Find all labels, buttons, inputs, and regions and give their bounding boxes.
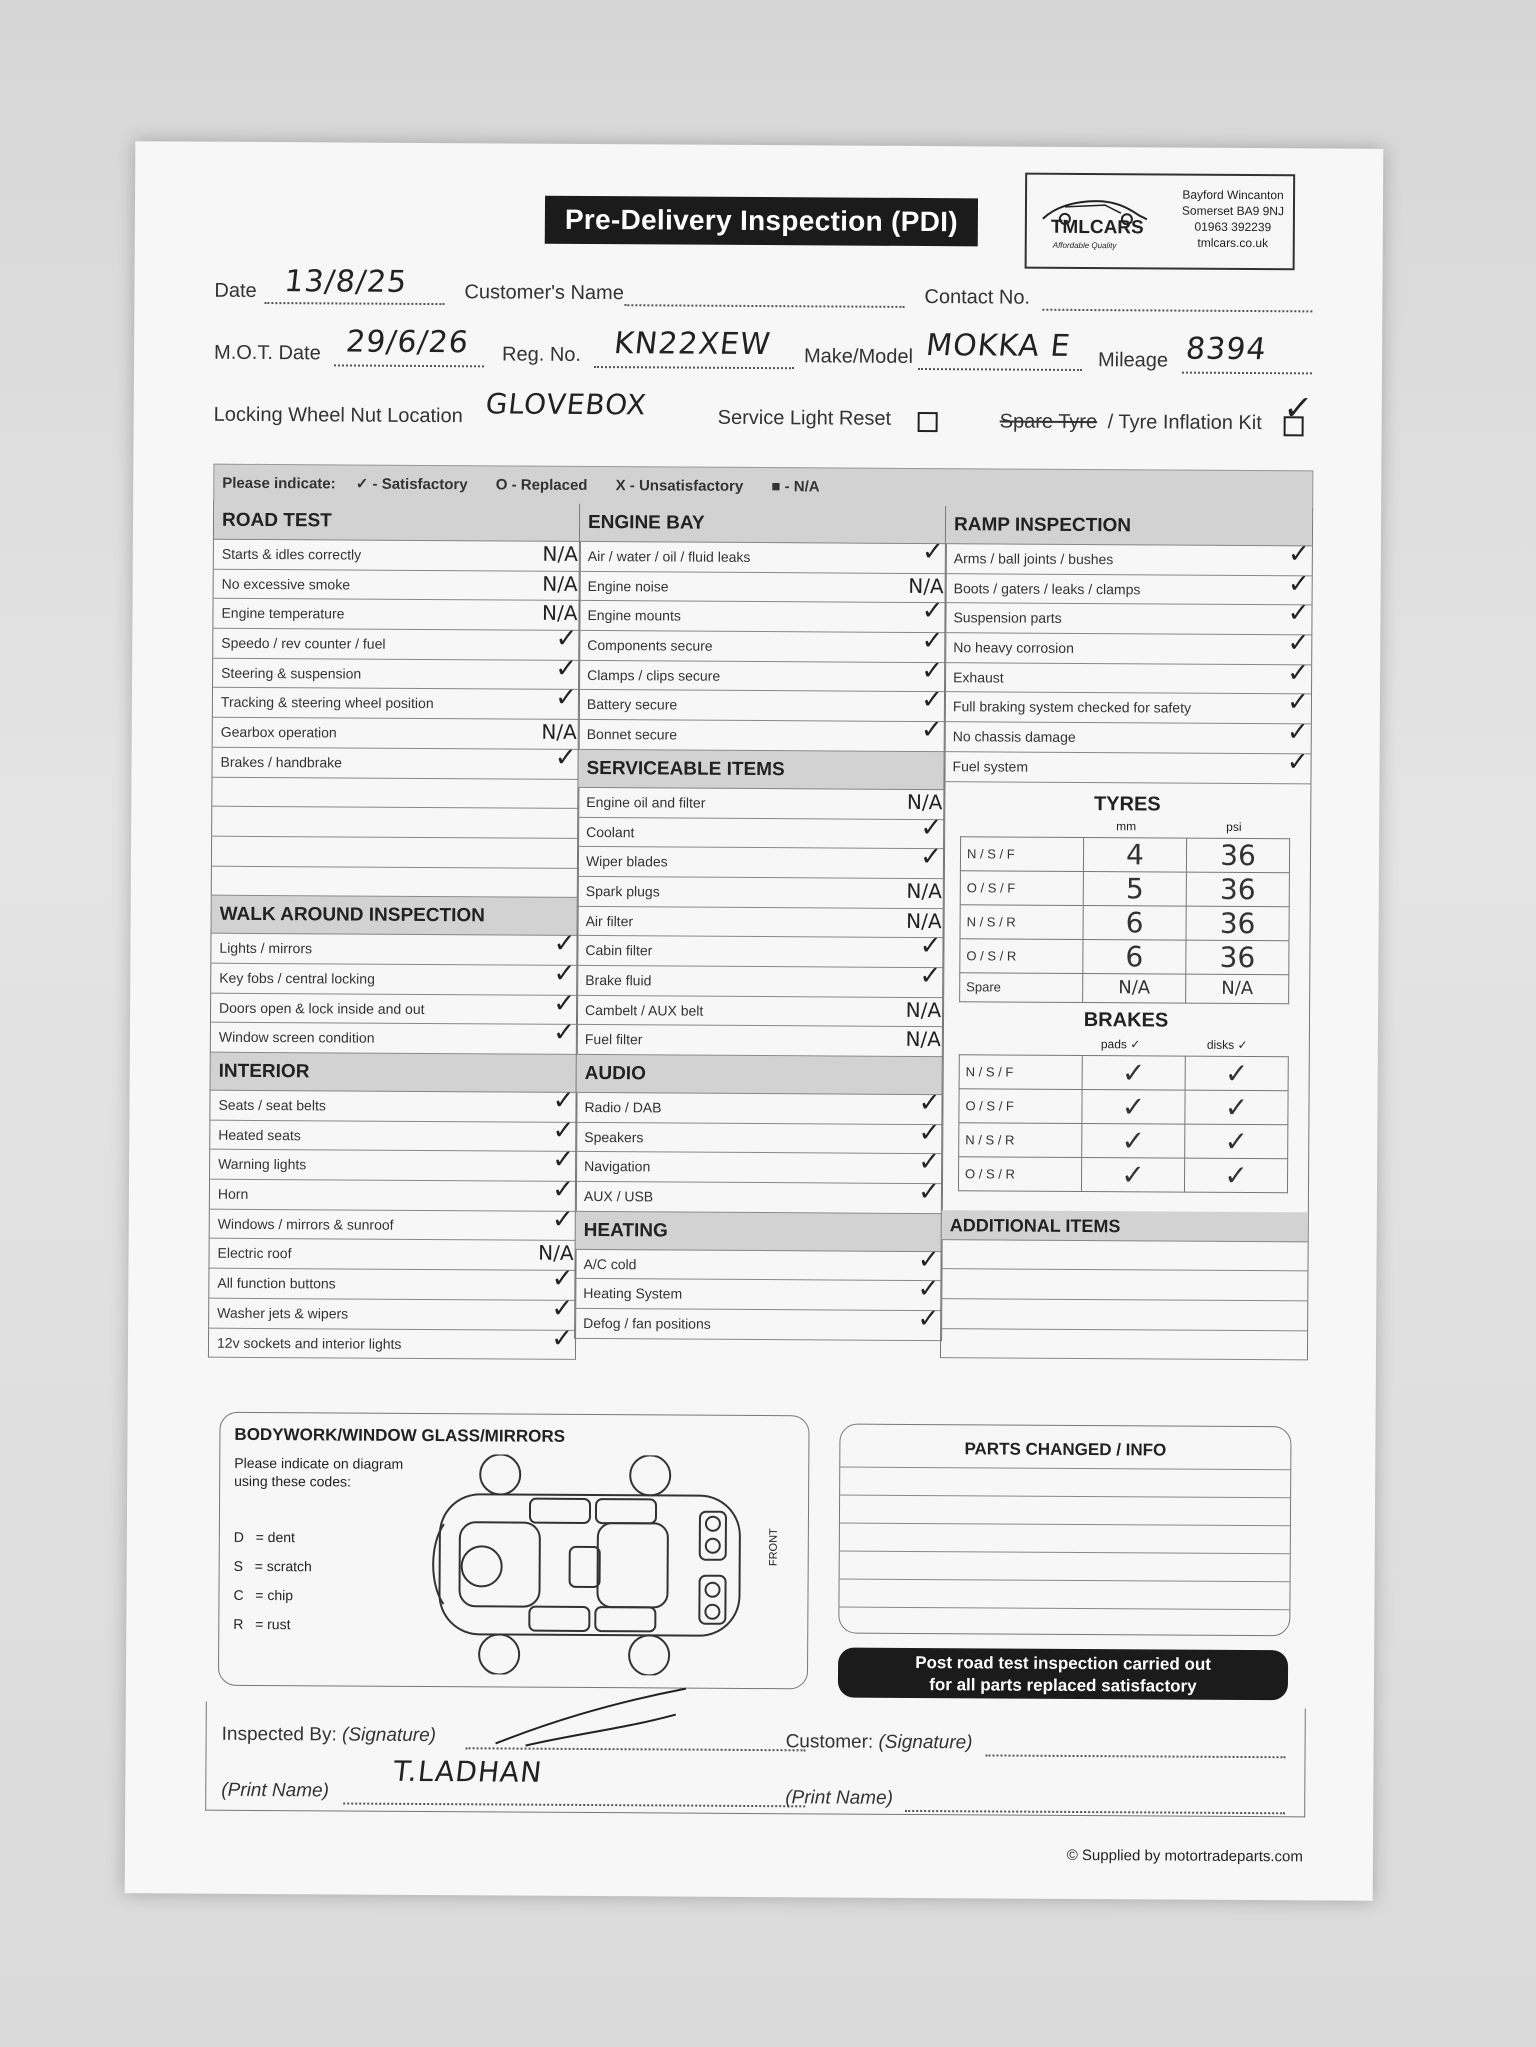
heating-item-label: A/C cold xyxy=(583,1255,637,1273)
ramp-row[interactable] xyxy=(946,539,1312,576)
audio-item-mark: ✓ xyxy=(918,1117,941,1148)
serviceable-item-mark: ✓ xyxy=(919,931,942,962)
walk-around-item-label: Window screen condition xyxy=(218,1029,375,1046)
ramp-row[interactable] xyxy=(945,628,1311,665)
ramp-item-mark: ✓ xyxy=(1287,598,1310,629)
heating-item-mark: ✓ xyxy=(917,1274,940,1305)
serviceable-row[interactable] xyxy=(577,1025,943,1057)
road-test-item-label: Starts & idles correctly xyxy=(221,545,362,563)
road-test-item-mark: N/A xyxy=(542,571,578,596)
heating-item-label: Heating System xyxy=(583,1285,683,1303)
ramp-item-label: Suspension parts xyxy=(953,609,1062,627)
date-value: 13/8/25 xyxy=(282,264,410,300)
customer-name-label: Customer's Name xyxy=(464,281,624,305)
engine-bay-heading: ENGINE BAY xyxy=(580,504,946,544)
audio-row[interactable] xyxy=(576,1088,942,1125)
ramp-row[interactable] xyxy=(944,747,1310,784)
engine-bay-row[interactable] xyxy=(579,626,945,663)
brakes-heading: BRAKES xyxy=(1083,1008,1169,1032)
engine-bay-item-label: Engine noise xyxy=(587,577,669,595)
bodywork-heading: BODYWORK/WINDOW GLASS/MIRRORS xyxy=(234,1424,566,1446)
serviceable-row[interactable] xyxy=(577,931,943,968)
make-model-label: Make/Model xyxy=(803,345,914,368)
road-test-item-label: Speedo / rev counter / fuel xyxy=(221,634,386,652)
ramp-item-mark: ✓ xyxy=(1287,687,1310,718)
engine-bay-row[interactable] xyxy=(579,655,945,693)
brake-row xyxy=(958,1156,1287,1192)
brake-position: N / S / R xyxy=(959,1122,1082,1157)
interior-heading: INTERIOR xyxy=(211,1053,577,1093)
mot-date-value: 29/6/26 xyxy=(344,324,471,361)
tyre-position: N / S / F xyxy=(960,836,1083,871)
tyres-mm-header: mm xyxy=(1116,818,1137,833)
ramp-inspection-heading: RAMP INSPECTION xyxy=(946,506,1312,546)
code-meaning: = scratch xyxy=(254,1557,312,1575)
date-label: Date xyxy=(214,279,257,302)
brake-position: N / S / F xyxy=(959,1054,1082,1089)
road-test-row[interactable] xyxy=(214,569,580,601)
serviceable-row[interactable] xyxy=(578,906,944,938)
serviceable-item-mark: N/A xyxy=(906,878,942,904)
road-test-item-mark: N/A xyxy=(542,541,578,566)
code-letter: C xyxy=(233,1586,244,1603)
serviceable-item-label: Engine oil and filter xyxy=(586,793,706,811)
engine-bay-item-mark: N/A xyxy=(908,573,944,598)
spare-tyre-label: Spare Tyre xyxy=(999,410,1098,434)
inspected-by-label: Inspected By: (Signature) xyxy=(221,1723,437,1747)
tyre-position: O / S / R xyxy=(960,938,1083,973)
inspector-print-name-label: (Print Name) xyxy=(221,1779,330,1802)
heating-row[interactable] xyxy=(575,1244,941,1282)
serviceable-item-mark: N/A xyxy=(906,789,943,814)
walk-around-item-mark: ✓ xyxy=(553,988,576,1019)
interior-row[interactable] xyxy=(209,1239,575,1271)
serviceable-item-label: Spark plugs xyxy=(585,882,660,900)
brake-disks-mark[interactable]: ✓ xyxy=(1185,1124,1288,1159)
ramp-item-mark: ✓ xyxy=(1286,717,1309,748)
ramp-item-mark: ✓ xyxy=(1286,747,1309,778)
ramp-row[interactable] xyxy=(945,658,1311,695)
customer-print-name-label: (Print Name) xyxy=(785,1787,894,1809)
road-test-heading: ROAD TEST xyxy=(214,502,580,542)
interior-item-mark: ✓ xyxy=(552,1085,575,1116)
walk-around-row[interactable] xyxy=(211,929,577,966)
heating-row[interactable] xyxy=(575,1274,941,1311)
interior-item-mark: ✓ xyxy=(552,1174,575,1205)
audio-item-label: Radio / DAB xyxy=(584,1098,662,1116)
serviceable-items-heading: SERVICEABLE ITEMS xyxy=(578,750,944,790)
tyre-position: Spare xyxy=(960,972,1083,1002)
dealer-brand-name: TMLCARS xyxy=(1050,216,1144,239)
tyre-row xyxy=(960,972,1289,1003)
serviceable-item-label: Brake fluid xyxy=(585,971,652,989)
interior-row[interactable] xyxy=(210,1085,576,1123)
heating-row[interactable] xyxy=(575,1304,941,1341)
engine-bay-item-mark: ✓ xyxy=(921,537,944,568)
interior-item-label: Warning lights xyxy=(218,1156,307,1173)
interior-item-mark: ✓ xyxy=(552,1145,575,1176)
serviceable-row[interactable] xyxy=(578,877,944,909)
audio-row[interactable] xyxy=(576,1177,942,1214)
serviceable-item-mark: N/A xyxy=(905,1027,941,1052)
code-meaning: = chip xyxy=(255,1586,294,1604)
engine-bay-row[interactable] xyxy=(579,715,945,752)
interior-item-mark: N/A xyxy=(538,1241,574,1266)
serviceable-item-label: Air filter xyxy=(585,912,634,929)
interior-item-label: Electric roof xyxy=(217,1245,292,1262)
walk-around-item-mark: ✓ xyxy=(553,929,576,960)
column-right xyxy=(940,506,1313,1360)
mileage-value: 8394 xyxy=(1184,331,1269,368)
audio-item-mark: ✓ xyxy=(918,1147,941,1178)
interior-item-label: All function buttons xyxy=(217,1274,336,1292)
reg-no-value: KN22XEW xyxy=(612,326,773,363)
front-label: FRONT xyxy=(767,1528,780,1567)
interior-row[interactable] xyxy=(209,1263,575,1301)
walk-around-item-label: Doors open & lock inside and out xyxy=(219,999,425,1017)
walk-around-item-mark: ✓ xyxy=(553,1018,576,1049)
walk-around-heading: WALK AROUND INSPECTION xyxy=(212,896,578,936)
bodywork-panel xyxy=(218,1412,810,1690)
dealer-website: tmlcars.co.uk xyxy=(1197,235,1269,251)
engine-bay-item-label: Components secure xyxy=(587,637,713,654)
serviceable-item-mark: ✓ xyxy=(919,960,942,992)
post-road-test-badge xyxy=(838,1648,1288,1701)
blank-row xyxy=(212,866,578,898)
ramp-item-label: Arms / ball joints / bushes xyxy=(953,550,1114,568)
parts-changed-heading: PARTS CHANGED / INFO xyxy=(964,1439,1167,1460)
ramp-item-mark: ✓ xyxy=(1287,658,1310,689)
legend-unsatisfactory: X - Unsatisfactory xyxy=(615,477,744,495)
parts-line[interactable] xyxy=(840,1523,1290,1527)
road-test-item-mark: ✓ xyxy=(555,683,578,714)
heating-item-mark: ✓ xyxy=(917,1244,940,1275)
engine-bay-row[interactable] xyxy=(580,537,946,574)
service-light-reset-checkbox[interactable] xyxy=(918,412,938,432)
brakes-disks-header: disks ✓ xyxy=(1206,1037,1248,1052)
code-meaning: = dent xyxy=(255,1528,296,1546)
engine-bay-item-mark: ✓ xyxy=(921,655,944,686)
road-test-row[interactable] xyxy=(213,718,579,750)
engine-bay-row[interactable] xyxy=(579,685,945,722)
customer-name-field[interactable] xyxy=(624,284,904,308)
mileage-label: Mileage xyxy=(1097,349,1169,372)
tyre-row xyxy=(960,904,1289,940)
walk-around-item-mark: ✓ xyxy=(553,958,576,989)
ramp-item-label: Boots / gaters / leaks / clamps xyxy=(953,579,1141,598)
serviceable-item-label: Cambelt / AUX belt xyxy=(585,1001,704,1019)
ramp-item-mark: ✓ xyxy=(1287,539,1310,570)
additional-item-row[interactable] xyxy=(941,1240,1307,1272)
audio-heading: AUDIO xyxy=(577,1055,943,1095)
tyres-heading: TYRES xyxy=(1093,792,1161,815)
interior-item-mark: ✓ xyxy=(552,1115,575,1146)
column-middle xyxy=(574,504,947,1341)
road-test-item-label: Engine temperature xyxy=(221,605,345,622)
additional-items-heading: ADDITIONAL ITEMS xyxy=(942,1210,1308,1242)
ramp-row[interactable] xyxy=(946,568,1312,606)
brake-disks-mark[interactable]: ✓ xyxy=(1184,1158,1287,1193)
parts-line[interactable] xyxy=(840,1495,1290,1499)
walk-around-item-label: Lights / mirrors xyxy=(219,939,313,957)
ramp-row[interactable] xyxy=(945,717,1311,754)
interior-item-label: 12v sockets and interior lights xyxy=(216,1334,402,1352)
serviceable-row[interactable] xyxy=(578,842,944,879)
customer-signature-field[interactable] xyxy=(986,1734,1286,1758)
ramp-item-mark: ✓ xyxy=(1287,568,1310,600)
dealer-logo-box xyxy=(1025,173,1296,271)
additional-item-row[interactable] xyxy=(941,1299,1307,1331)
brakes-pads-header: pads ✓ xyxy=(1100,1036,1141,1051)
tyres-table xyxy=(959,836,1290,1004)
road-test-row[interactable] xyxy=(213,653,579,690)
serviceable-row[interactable] xyxy=(577,996,943,1028)
contact-no-label: Contact No. xyxy=(924,286,1031,309)
legend-replaced: O - Replaced xyxy=(495,476,588,494)
parts-line[interactable] xyxy=(839,1607,1289,1611)
tyre-row xyxy=(960,836,1289,872)
dealer-tagline: Affordable Quality xyxy=(1052,240,1117,251)
interior-item-label: Washer jets & wipers xyxy=(217,1304,349,1322)
road-test-item-label: Steering & suspension xyxy=(221,664,362,682)
walk-around-row[interactable] xyxy=(211,988,577,1025)
damage-codes xyxy=(233,1523,312,1639)
road-test-row[interactable] xyxy=(213,683,579,720)
legend-na: ■ - N/A xyxy=(771,478,820,496)
tyre-tread-mm[interactable]: 6 xyxy=(1083,939,1186,974)
walk-around-row[interactable] xyxy=(211,958,577,996)
post-road-test-line: for all parts replaced satisfactory xyxy=(929,1675,1197,1696)
ramp-item-label: Fuel system xyxy=(952,758,1029,775)
road-test-item-label: Gearbox operation xyxy=(220,723,337,741)
tyre-inflation-kit-label: / Tyre Inflation Kit xyxy=(1107,411,1262,435)
inspector-signature-mark xyxy=(486,1683,706,1754)
road-test-item-mark: ✓ xyxy=(555,653,578,684)
parts-changed-panel xyxy=(838,1424,1291,1637)
make-model-value: MOKKA E xyxy=(924,328,1073,364)
tyre-pressure-psi[interactable]: 36 xyxy=(1186,838,1289,873)
service-light-reset-label: Service Light Reset xyxy=(717,406,892,430)
serviceable-row[interactable] xyxy=(578,788,944,820)
parts-line[interactable] xyxy=(840,1579,1290,1583)
road-test-row[interactable] xyxy=(213,623,579,661)
serviceable-item-label: Fuel filter xyxy=(584,1031,643,1048)
dealer-address-line: Somerset BA9 9NJ xyxy=(1181,203,1285,219)
brake-pads-mark[interactable]: ✓ xyxy=(1082,1055,1185,1090)
audio-item-mark: ✓ xyxy=(918,1088,941,1119)
tyre-tread-mm[interactable]: N/A xyxy=(1083,973,1186,1003)
walk-around-item-label: Key fobs / central locking xyxy=(219,969,375,987)
interior-row[interactable] xyxy=(210,1115,576,1152)
interior-item-mark: ✓ xyxy=(551,1323,574,1354)
serviceable-item-mark: ✓ xyxy=(920,812,943,843)
road-test-item-label: Tracking & steering wheel position xyxy=(220,694,434,712)
tyre-position: N / S / R xyxy=(960,904,1083,939)
road-test-item-mark: N/A xyxy=(541,719,577,745)
audio-item-label: Navigation xyxy=(584,1158,651,1175)
ramp-item-label: No heavy corrosion xyxy=(953,639,1074,657)
post-road-test-line: Post road test inspection carried out xyxy=(915,1652,1211,1674)
ramp-item-label: Exhaust xyxy=(953,668,1004,686)
audio-item-label: Speakers xyxy=(584,1128,644,1146)
engine-bay-item-label: Air / water / oil / fluid leaks xyxy=(587,547,751,565)
brake-position: O / S / F xyxy=(959,1088,1082,1123)
tyre-inflation-kit-tick: ✓ xyxy=(1281,388,1316,429)
interior-item-mark: ✓ xyxy=(551,1263,574,1295)
road-test-item-mark: ✓ xyxy=(554,742,577,773)
customer-signature-label: Customer: (Signature) xyxy=(785,1731,973,1754)
road-test-row[interactable] xyxy=(214,540,580,572)
brake-disks-mark[interactable]: ✓ xyxy=(1185,1056,1288,1091)
audio-row[interactable] xyxy=(576,1117,942,1155)
walk-around-row[interactable] xyxy=(211,1018,577,1055)
additional-item-row[interactable] xyxy=(941,1329,1307,1361)
audio-row[interactable] xyxy=(576,1147,942,1184)
ramp-item-label: No chassis damage xyxy=(952,728,1076,746)
inspector-print-name-value: T.LADHAN xyxy=(391,1754,545,1789)
code-letter: D xyxy=(233,1528,245,1545)
tyre-position: O / S / F xyxy=(960,870,1083,905)
blank-row xyxy=(212,807,578,839)
brake-position: O / S / R xyxy=(958,1156,1081,1191)
ramp-row[interactable] xyxy=(945,687,1311,725)
engine-bay-row[interactable] xyxy=(579,596,945,633)
dealer-address-line: Bayford Wincanton xyxy=(1182,187,1284,203)
interior-item-label: Heated seats xyxy=(218,1126,301,1143)
interior-row[interactable] xyxy=(209,1293,575,1330)
road-test-item-label: Brakes / handbrake xyxy=(220,753,343,771)
interior-item-label: Windows / mirrors & sunroof xyxy=(217,1215,394,1233)
parts-line[interactable] xyxy=(840,1467,1290,1471)
road-test-row[interactable] xyxy=(212,742,578,780)
ramp-row[interactable] xyxy=(945,598,1311,636)
tyre-pressure-psi[interactable]: N/A xyxy=(1186,974,1289,1004)
heating-heading: HEATING xyxy=(576,1212,942,1252)
engine-bay-item-mark: ✓ xyxy=(921,596,944,627)
audio-item-label: AUX / USB xyxy=(583,1188,654,1205)
serviceable-item-mark: N/A xyxy=(905,997,942,1022)
interior-row[interactable] xyxy=(210,1145,576,1182)
reg-no-label: Reg. No. xyxy=(501,343,582,366)
brake-disks-mark[interactable]: ✓ xyxy=(1185,1090,1288,1125)
road-test-item-label: No excessive smoke xyxy=(221,575,351,593)
customer-print-name-field[interactable] xyxy=(905,1790,1285,1814)
tyre-row xyxy=(960,938,1289,974)
audio-item-mark: ✓ xyxy=(918,1177,941,1208)
serviceable-item-label: Cabin filter xyxy=(585,942,653,959)
car-diagram-icon[interactable] xyxy=(419,1454,780,1676)
serviceable-item-mark: ✓ xyxy=(920,842,943,873)
serviceable-row[interactable] xyxy=(578,812,944,849)
engine-bay-item-mark: ✓ xyxy=(921,626,944,657)
serviceable-item-label: Wiper blades xyxy=(585,853,668,870)
engine-bay-item-label: Battery secure xyxy=(586,696,678,713)
code-letter: S xyxy=(233,1557,244,1574)
brake-pads-mark[interactable]: ✓ xyxy=(1082,1089,1185,1124)
brakes-table xyxy=(958,1054,1289,1193)
interior-item-mark: ✓ xyxy=(551,1293,574,1324)
form-title: Pre-Delivery Inspection (PDI) xyxy=(545,196,978,247)
legend-satisfactory: ✓ - Satisfactory xyxy=(355,475,468,494)
tyre-row xyxy=(960,870,1289,906)
interior-item-mark: ✓ xyxy=(551,1204,574,1235)
blank-row xyxy=(212,837,578,869)
brake-row xyxy=(959,1122,1288,1158)
road-test-item-mark: ✓ xyxy=(555,623,578,654)
tyre-tread-mm[interactable]: 6 xyxy=(1083,905,1186,940)
code-meaning: = rust xyxy=(255,1615,291,1633)
tyres-brakes-area xyxy=(942,782,1311,1212)
brake-row xyxy=(959,1088,1288,1124)
engine-bay-item-label: Bonnet secure xyxy=(586,726,678,743)
bodywork-instruction: using these codes: xyxy=(234,1472,351,1490)
tyres-psi-header: psi xyxy=(1226,819,1242,834)
tyre-pressure-psi[interactable]: 36 xyxy=(1186,940,1289,975)
mot-date-label: M.O.T. Date xyxy=(214,341,321,365)
brake-pads-mark[interactable]: ✓ xyxy=(1082,1123,1185,1158)
interior-item-label: Seats / seat belts xyxy=(218,1096,326,1114)
brake-row xyxy=(959,1054,1288,1090)
additional-item-row[interactable] xyxy=(941,1269,1307,1301)
contact-no-field[interactable] xyxy=(1042,289,1312,313)
serviceable-item-mark: N/A xyxy=(906,908,942,933)
bodywork-instruction: Please indicate on diagram xyxy=(234,1454,404,1472)
road-test-item-mark: N/A xyxy=(542,601,578,626)
dealer-phone: 01963 392239 xyxy=(1194,219,1272,235)
engine-bay-row[interactable] xyxy=(580,572,946,604)
interior-row[interactable] xyxy=(209,1323,575,1360)
tyre-tread-mm[interactable]: 4 xyxy=(1083,837,1186,872)
parts-line[interactable] xyxy=(840,1551,1290,1555)
code-letter: R xyxy=(233,1615,244,1632)
interior-item-label: Horn xyxy=(217,1185,249,1202)
tyre-pressure-psi[interactable]: 36 xyxy=(1186,872,1289,907)
ramp-item-label: Full braking system checked for safety xyxy=(952,698,1192,717)
legend-prefix: Please indicate: xyxy=(222,474,336,493)
road-test-row[interactable] xyxy=(213,599,579,631)
interior-row[interactable] xyxy=(210,1174,576,1212)
serviceable-item-label: Coolant xyxy=(586,823,635,840)
serviceable-row[interactable] xyxy=(577,960,943,998)
interior-row[interactable] xyxy=(210,1204,576,1241)
brake-pads-mark[interactable]: ✓ xyxy=(1081,1157,1184,1192)
engine-bay-item-label: Clamps / clips secure xyxy=(587,666,721,684)
heating-item-label: Defog / fan positions xyxy=(583,1315,711,1332)
ramp-item-mark: ✓ xyxy=(1287,628,1310,659)
engine-bay-item-mark: ✓ xyxy=(920,715,943,746)
engine-bay-item-label: Engine mounts xyxy=(587,607,681,624)
tyre-pressure-psi[interactable]: 36 xyxy=(1186,906,1289,941)
locking-wheel-nut-value: GLOVEBOX xyxy=(483,387,649,422)
blank-row xyxy=(212,777,578,809)
column-left xyxy=(208,502,581,1360)
footer-credit: © Supplied by motortradeparts.com xyxy=(1066,1846,1303,1866)
engine-bay-item-mark: ✓ xyxy=(921,685,944,716)
tyre-tread-mm[interactable]: 5 xyxy=(1083,871,1186,906)
pdi-form-sheet xyxy=(125,141,1384,1901)
heating-item-mark: ✓ xyxy=(917,1304,940,1335)
locking-wheel-nut-label: Locking Wheel Nut Location xyxy=(213,403,463,428)
